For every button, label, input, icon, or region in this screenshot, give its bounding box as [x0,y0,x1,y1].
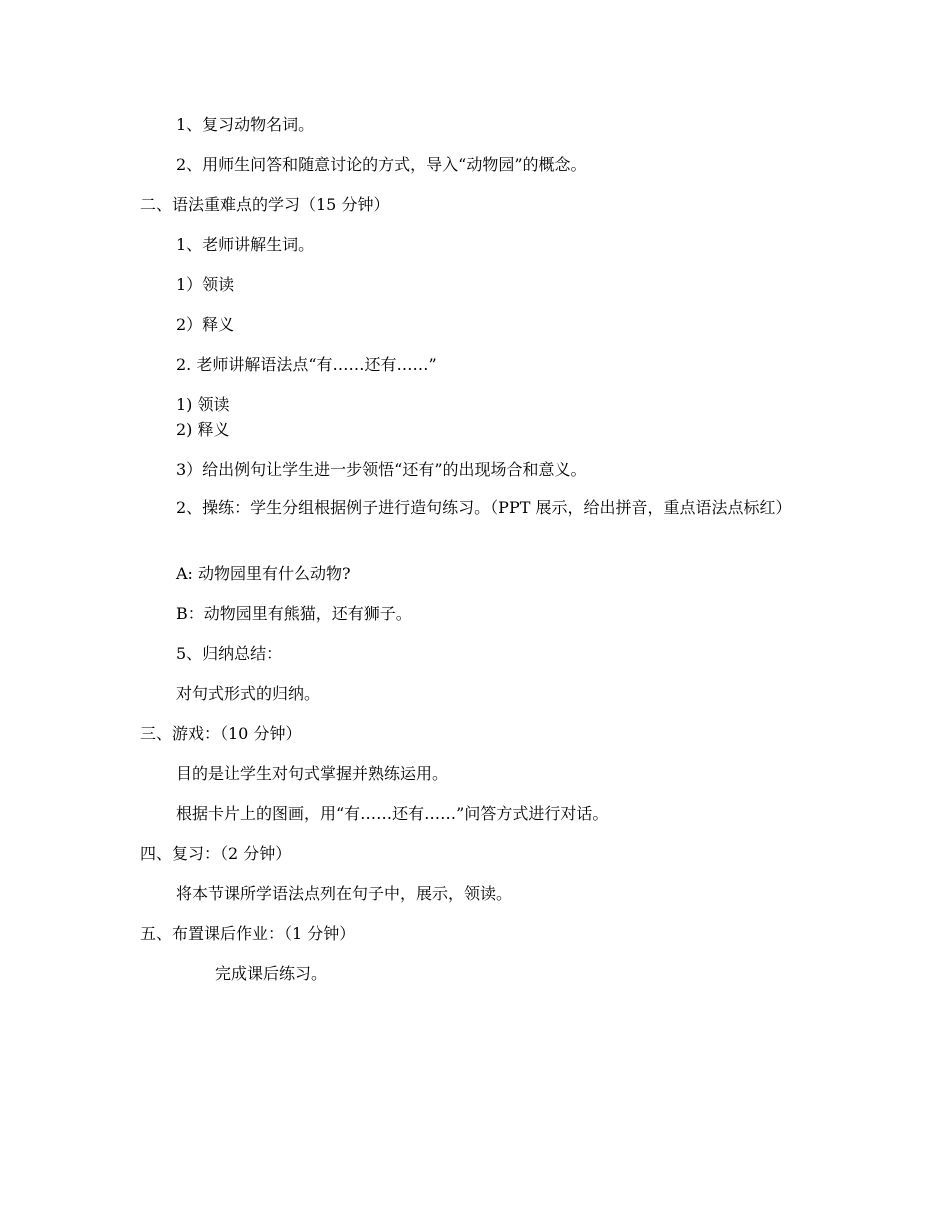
subitem-explanation-2: 2) 释义 [176,420,230,439]
item-introduce-zoo-concept: 2、用师生问答和随意讨论的方式，导入“动物园”的概念。 [176,155,587,174]
example-answer: B：动物园里有熊猫，还有狮子。 [176,604,412,623]
section-heading-review: 四、复习：（2 分钟） [140,844,292,863]
subitem-lead-reading: 1）领读 [176,275,235,294]
homework-content: 完成课后练习。 [215,964,328,983]
section-heading-grammar: 二、语法重难点的学习（15 分钟） [140,195,390,214]
subitem-explanation: 2）释义 [176,315,235,334]
item-review-animal-nouns: 1、复习动物名词。 [176,115,315,134]
summary-content: 对句式形式的归纳。 [176,684,321,703]
item-teacher-explains-grammar: 2. 老师讲解语法点“有……还有……” [176,355,437,374]
review-content: 将本节课所学语法点列在句子中，展示，领读。 [176,884,513,903]
game-method: 根据卡片上的图画，用“有……还有……”问答方式进行对话。 [176,804,609,823]
section-heading-game: 三、游戏：（10 分钟） [140,724,302,743]
subitem-lead-reading-2: 1) 领读 [176,395,230,414]
example-question: A: 动物园里有什么动物? [176,564,351,583]
item-practice-paragraph: 2、操练：学生分组根据例子进行造句练习。（PPT 展示，给出拼音，重点语法点标红） [176,498,792,517]
subitem-example-sentences: 3）给出例句让学生进一步领悟“还有”的出现场合和意义。 [176,460,587,479]
game-purpose: 目的是让学生对句式掌握并熟练运用。 [176,764,449,783]
item-summary: 5、归纳总结： [176,644,283,663]
section-heading-homework: 五、布置课后作业：（1 分钟） [140,924,356,943]
item-teacher-explains-words: 1、老师讲解生词。 [176,235,315,254]
